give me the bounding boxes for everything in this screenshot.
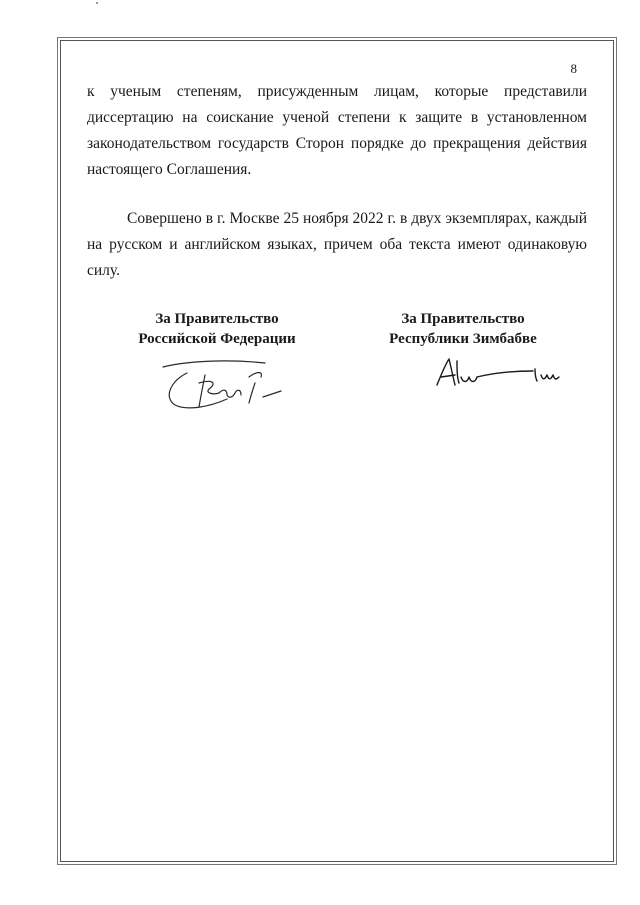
handwritten-signature-russia [157,353,287,415]
signature-block-russia [107,309,327,349]
signature-label-line2: Российской Федерации [138,331,296,347]
signature-label-line1: За Правительство [155,311,279,327]
paragraph-continuation: к ученым степеням, присужденным лицам, которые представили диссертацию на соискание ученой степени к защите в установленном законодательством государств Сторон порядке до прекращения действия настоящего Соглашения. [87,83,587,178]
handwritten-signature-zimbabwe [433,355,573,391]
signature-block-zimbabwe [353,309,573,349]
signature-label-line1: За Правительство [401,311,525,327]
signature-label-line2: Республики Зимбабве [389,331,537,347]
page-number: 8 [570,61,577,76]
paragraph-done-statement: Совершено в г. Москве 25 ноября 2022 г. в двух экземплярах, каждый на русском и английском языках, причем оба текста имеют одинаковую силу. [87,210,587,279]
scan-speck [96,2,98,4]
page-frame [60,40,614,862]
